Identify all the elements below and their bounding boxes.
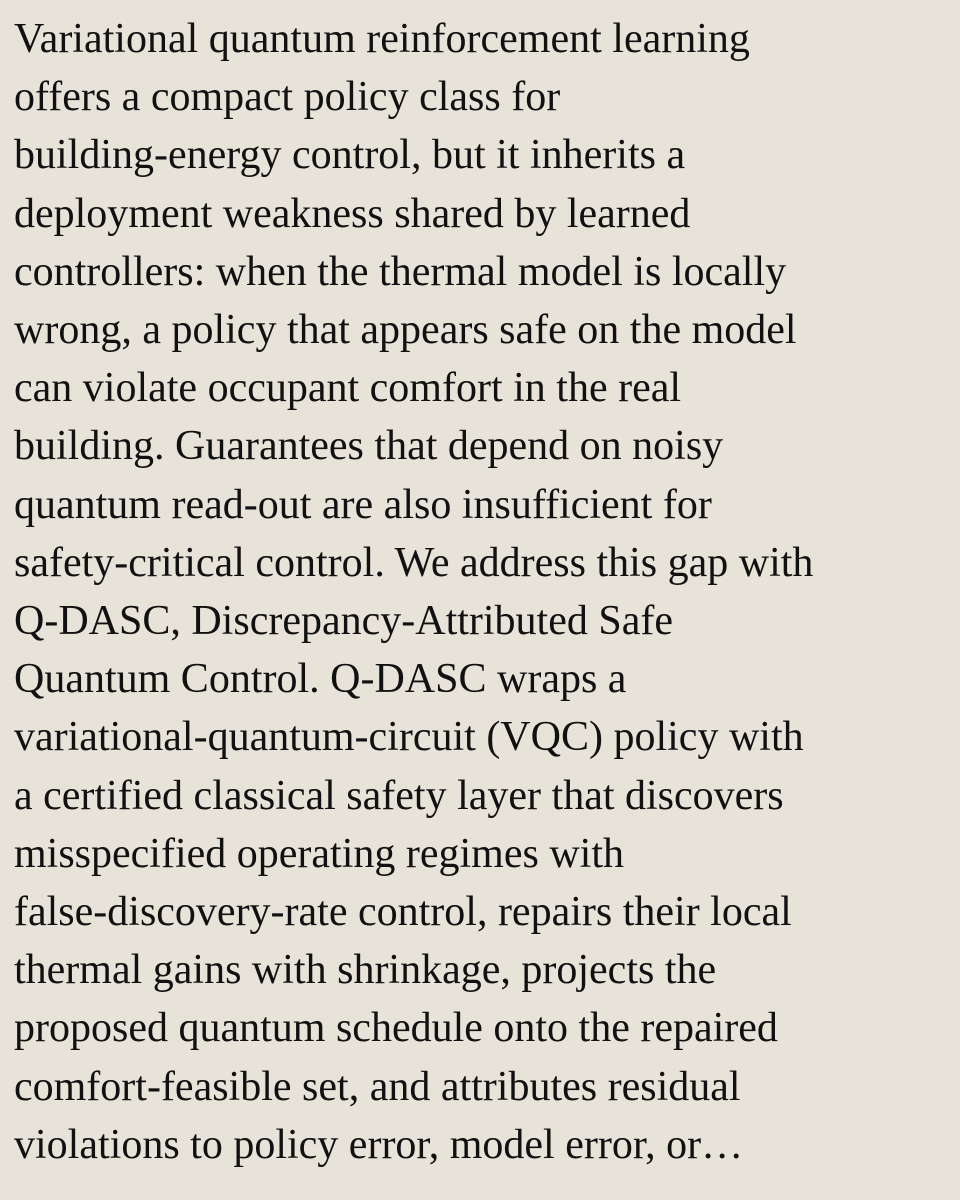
text-line: violations to policy error, model error, or…: [14, 1121, 744, 1168]
text-line: proposed quantum schedule onto the repaired: [14, 1005, 778, 1052]
text-line: comfort-feasible set, and attributes residual: [14, 1063, 741, 1110]
text-line: controllers: when the thermal model is locally: [14, 248, 787, 295]
text-line: Q-DASC, Discrepancy-Attributed Safe: [14, 598, 673, 645]
text-line: deployment weakness shared by learned: [14, 190, 691, 237]
text-line: a certified classical safety layer that discovers: [14, 772, 784, 819]
text-line: quantum read-out are also insufficient for: [14, 481, 712, 528]
text-line: can violate occupant comfort in the real: [14, 365, 682, 412]
abstract-text: [14, 10, 954, 1174]
text-line: false-discovery-rate control, repairs their local: [14, 889, 792, 936]
text-line: thermal gains with shrinkage, projects the: [14, 947, 717, 994]
text-line: misspecified operating regimes with: [14, 830, 625, 877]
text-line: Variational quantum reinforcement learning: [14, 16, 750, 62]
text-line: building-energy control, but it inherits a: [14, 132, 686, 179]
text-line: Quantum Control. Q-DASC wraps a: [14, 656, 627, 703]
text-line: safety-critical control. We address this gap with: [14, 539, 814, 586]
text-line: building. Guarantees that depend on noisy: [14, 423, 724, 470]
text-line: offers a compact policy class for: [14, 74, 561, 121]
text-line: wrong, a policy that appears safe on the model: [14, 307, 797, 354]
text-line: variational-quantum-circuit (VQC) policy with: [14, 714, 804, 761]
